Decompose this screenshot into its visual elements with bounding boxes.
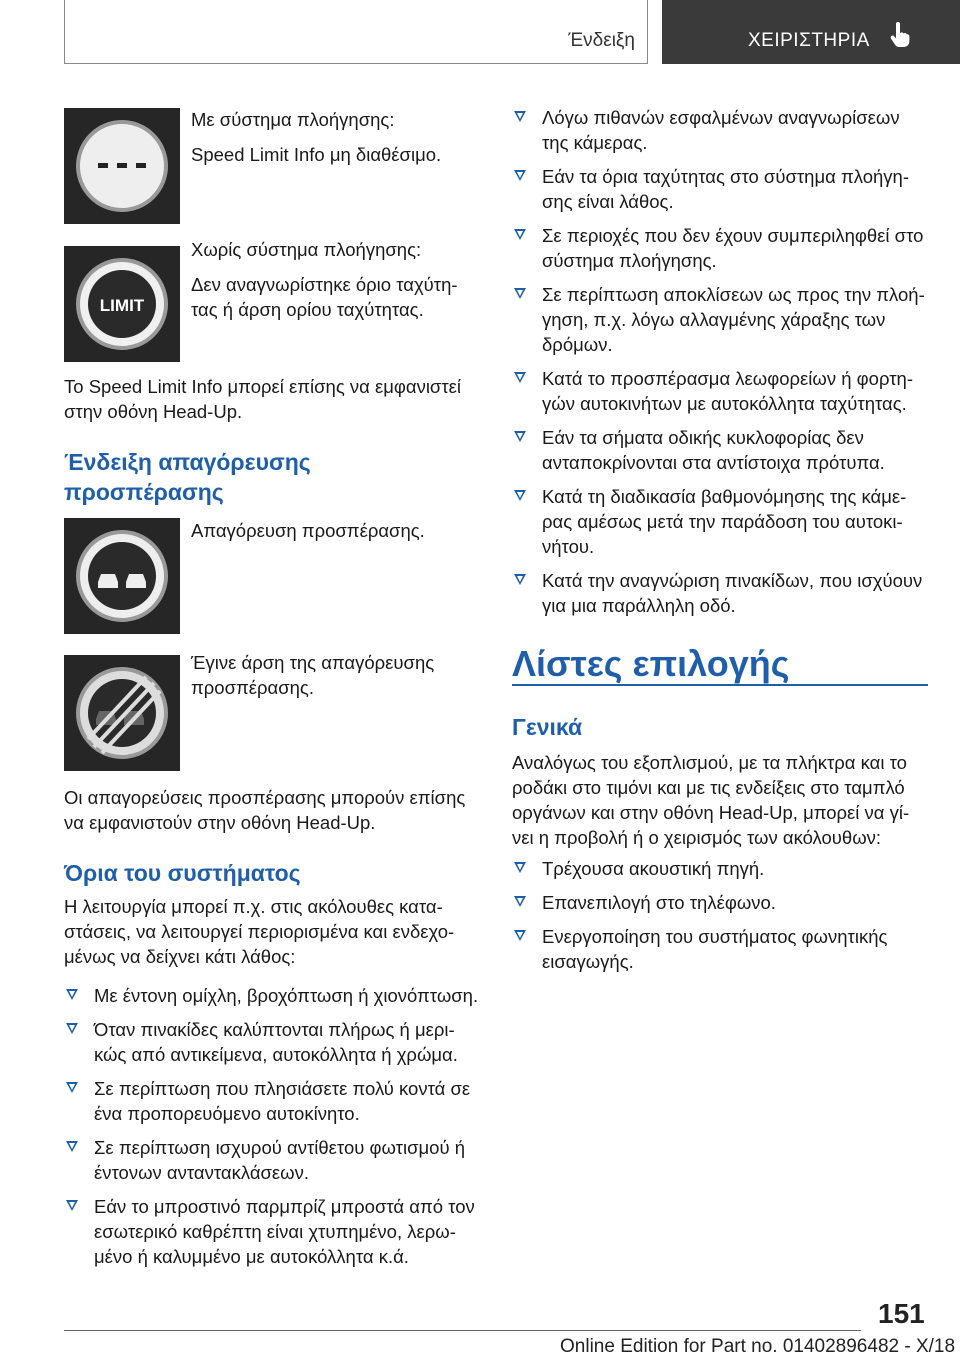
- bullet-triangle-icon: [514, 111, 526, 122]
- bullet-triangle-icon: [514, 862, 526, 873]
- list-item-text: Εάν το μπροστινό παρμπρίζ μπροστά από τον εσωτερικό καθρέπτη είναι χτυπημένο, λερω-μένο ή καλυμμένο με αυτοκόλλητα κ.ά.: [94, 1196, 475, 1267]
- list-item-text: Σε περιοχές που δεν έχουν συμπεριληφθεί στο σύστημα πλοήγησης.: [542, 225, 924, 271]
- bullet-triangle-icon: [66, 1082, 78, 1093]
- footer-rule: [64, 1330, 861, 1331]
- list-item-text: Κατά το προσπέρασμα λεωφορείων ή φορτη-γών αυτοκινήτων με αυτοκόλλητα ταχύτητας.: [542, 368, 913, 414]
- list-item: [512, 890, 930, 915]
- list-item-text: Εάν τα σήματα οδικής κυκλοφορίας δεν ανταποκρίνονται στα αντίστοιχα πρότυπα.: [542, 427, 885, 473]
- list-item: [64, 1017, 484, 1067]
- list-item: [512, 282, 930, 357]
- bullet-triangle-icon: [66, 1141, 78, 1152]
- svg-text:LIMIT: LIMIT: [99, 296, 145, 315]
- speed-info-caption-1: [191, 107, 481, 177]
- end-no-overtaking-sign-icon: [64, 655, 180, 771]
- bullet-triangle-icon: [66, 1200, 78, 1211]
- overtaking-hud-paragraph: Οι απαγορεύσεις προσπέρασης μπορούν επίσης να εμφανιστούν στην οθόνη Head-Up.: [64, 787, 466, 833]
- overtaking-caption-2: Έγινε άρση της απαγόρευσης προσπέρασης.: [191, 652, 435, 698]
- page-number: 151: [878, 1298, 925, 1329]
- list-item: [512, 223, 930, 273]
- bullet-triangle-icon: [66, 1023, 78, 1034]
- caption-line: Με σύστημα πλοήγησης:: [191, 109, 395, 130]
- hud-paragraph: Το Speed Limit Info μπορεί επίσης να εμφανιστεί στην οθόνη Head-Up.: [64, 376, 462, 422]
- heading-selection-lists: Λίστες επιλογής: [512, 643, 790, 684]
- bullet-triangle-icon: [514, 288, 526, 299]
- list-item: [512, 105, 930, 155]
- hand-pointer-icon: [888, 22, 912, 48]
- limit-sign-icon: [64, 246, 180, 362]
- no-overtaking-sign-icon: [64, 518, 180, 634]
- bullet-triangle-icon: [514, 930, 526, 941]
- bullet-triangle-icon: [514, 896, 526, 907]
- list-item: [512, 856, 930, 881]
- list-item: [512, 164, 930, 214]
- list-item-text: Τρέχουσα ακουστική πηγή.: [542, 858, 765, 879]
- header-section-tab: [64, 0, 648, 64]
- caption-line: Χωρίς σύστημα πλοήγησης:: [191, 239, 422, 260]
- bullet-triangle-icon: [514, 431, 526, 442]
- header-chapter-tab: [662, 0, 960, 64]
- list-item-text: Λόγω πιθανών εσφαλμένων αναγνωρίσεων της κάμερας.: [542, 107, 900, 153]
- heading-rule: [512, 684, 928, 686]
- heading-system-limits: Όρια του συστήματος: [64, 860, 301, 886]
- limits-bullet-list-continued: [512, 105, 930, 627]
- list-item-text: Σε περίπτωση αποκλίσεων ως προς την πλοή-γηση, π.χ. λόγω αλλαγμένης χάραξης των δρόμων.: [542, 284, 925, 355]
- list-item-text: Εάν τα όρια ταχύτητας στο σύστημα πλοήγη-σης είναι λάθος.: [542, 166, 909, 212]
- list-item: [64, 1135, 484, 1185]
- bullet-triangle-icon: [514, 490, 526, 501]
- speed-info-caption-2: [191, 237, 491, 332]
- list-item-text: Με έντονη ομίχλη, βροχόπτωση ή χιονόπτωση.: [94, 985, 479, 1006]
- limits-paragraph: Η λειτουργία μπορεί π.χ. στις ακόλουθες κατα-στάσεις, να λειτουργεί περιορισμένα και ενδεχο-μένως να δείχνει κάτι λάθος:: [64, 896, 455, 967]
- caption-line: Speed Limit Info μη διαθέσιμο.: [191, 144, 442, 165]
- list-item: [512, 484, 930, 559]
- list-item-text: Σε περίπτωση ισχυρού αντίθετου φωτισμού ή έντονων ανταντακλάσεων.: [94, 1137, 465, 1183]
- general-paragraph: Αναλόγως του εξοπλισμού, με τα πλήκτρα και το ροδάκι στο τιμόνι και με τις ενδείξεις στο ταμπλό οργάνων και στην οθόνη Head-Up, μπορεί να γί-νει η προβολή ή ο χειρισμός των ακόλουθων:: [512, 752, 910, 848]
- bullet-triangle-icon: [514, 372, 526, 383]
- list-item: [512, 366, 930, 416]
- bullet-triangle-icon: [514, 229, 526, 240]
- no-speed-info-sign-icon: [64, 108, 180, 224]
- list-item-text: Όταν πινακίδες καλύπτονται πλήρως ή μερι-κώς από αντικείμενα, αυτοκόλλητα ή χρώμα.: [94, 1019, 458, 1065]
- list-item: [64, 1194, 484, 1269]
- overtaking-caption-1: Απαγόρευση προσπέρασης.: [191, 520, 425, 541]
- list-item: [64, 983, 484, 1008]
- list-item: [512, 568, 930, 618]
- list-item-text: Κατά την αναγνώριση πινακίδων, που ισχύουν για μια παράλληλη οδό.: [542, 570, 923, 616]
- list-item-text: Σε περίπτωση που πλησιάσετε πολύ κοντά σε ένα προπορευόμενο αυτοκίνητο.: [94, 1078, 471, 1124]
- edition-text: Online Edition for Part no. 01402896482 - X/18: [560, 1336, 956, 1357]
- list-item-text: Κατά τη διαδικασία βαθμονόμησης της κάμε-ρας αμέσως μετά την παράδοση του αυτοκι-νήτου.: [542, 486, 907, 557]
- header-chapter-label: ΧΕΙΡΙΣΤΗΡΙΑ: [748, 30, 870, 51]
- list-item: [512, 425, 930, 475]
- list-item-text: Ενεργοποίηση του συστήματος φωνητικής εισαγωγής.: [542, 926, 888, 972]
- list-item-text: Επανεπιλογή στο τηλέφωνο.: [542, 892, 776, 913]
- bullet-triangle-icon: [66, 989, 78, 1000]
- limits-bullet-list: [64, 983, 484, 1278]
- header-section-label: Ένδειξη: [568, 30, 635, 51]
- bullet-triangle-icon: [514, 574, 526, 585]
- bullet-triangle-icon: [514, 170, 526, 181]
- selection-bullet-list: [512, 856, 930, 983]
- heading-general: Γενικά: [512, 714, 583, 740]
- caption-line: Δεν αναγνωρίστηκε όριο ταχύτη- τας ή άρση ορίου ταχύτητας.: [191, 274, 458, 320]
- list-item: [64, 1076, 484, 1126]
- list-item: [512, 924, 930, 974]
- heading-overtaking: Ένδειξη απαγόρευσης προσπέρασης: [64, 449, 311, 505]
